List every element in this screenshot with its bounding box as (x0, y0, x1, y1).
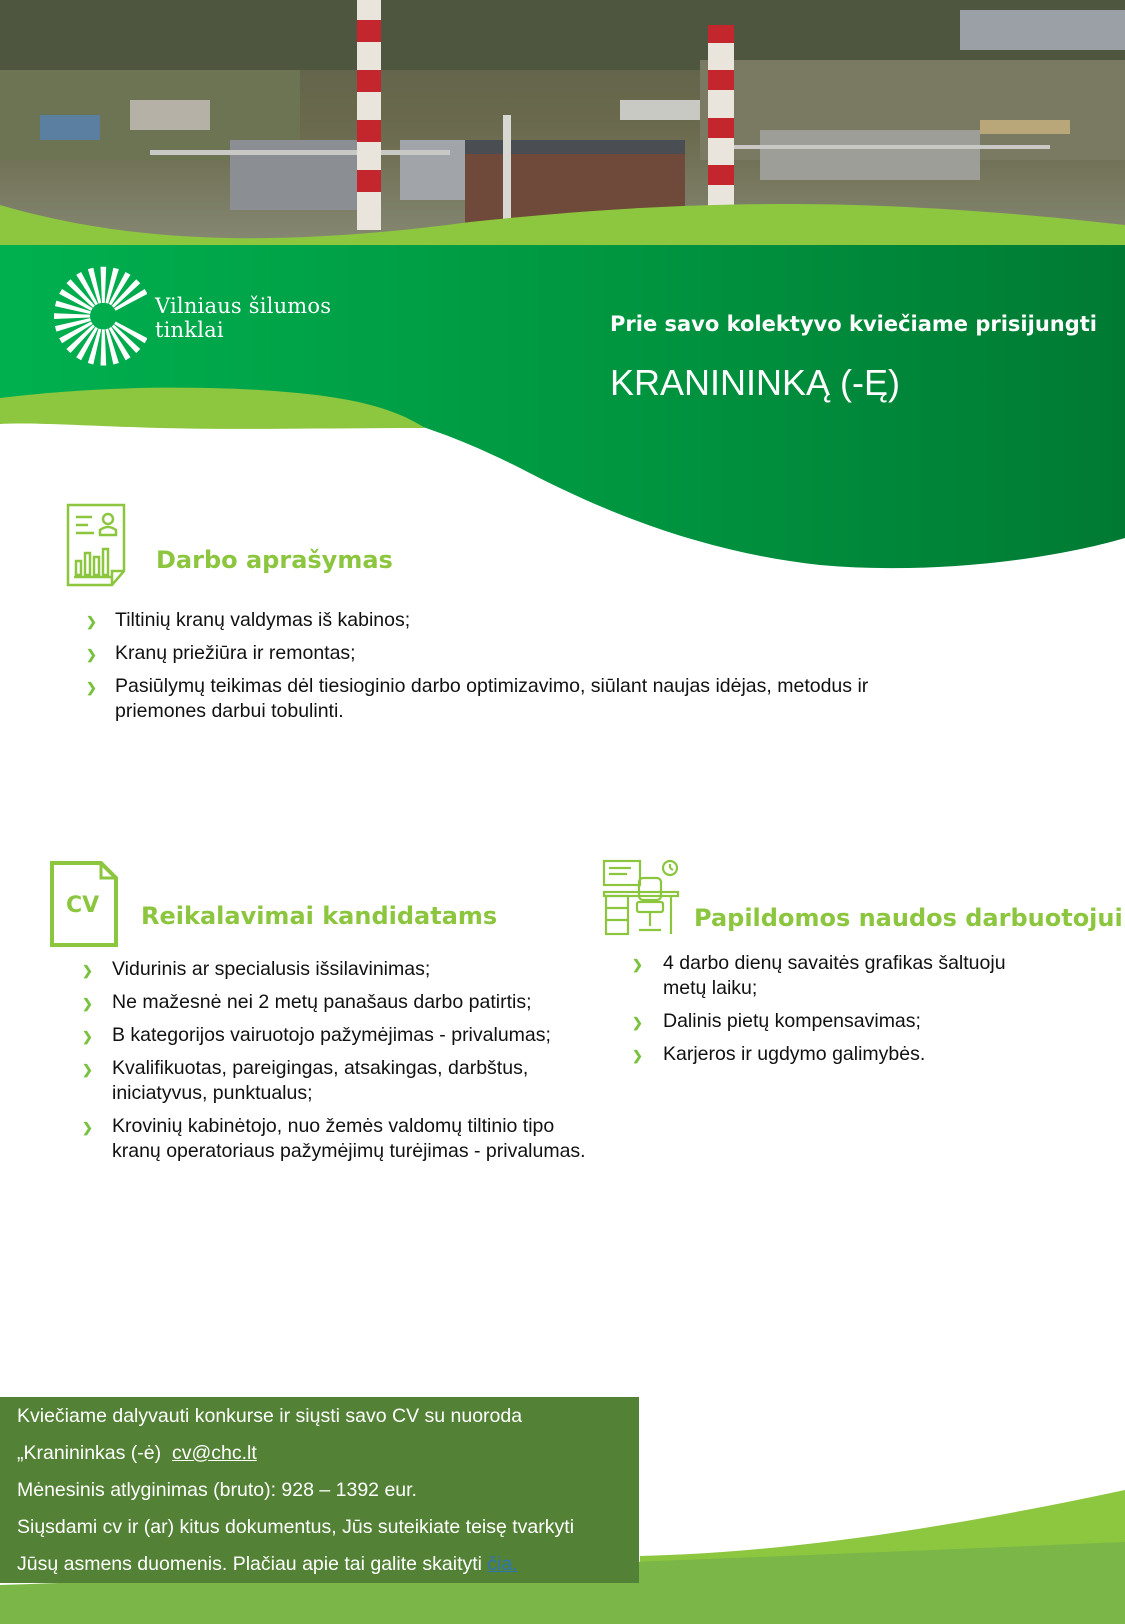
list-item: ❯ Ne mažesnė nei 2 metų panašaus darbo patirtis; (82, 990, 602, 1015)
list-item: ❯ 4 darbo dienų savaitės grafikas šaltuoju metų laiku; (632, 951, 1052, 1001)
privacy-link[interactable]: čia. (487, 1553, 518, 1575)
list-item: ❯ Karjeros ir ugdymo galimybės. (632, 1042, 1052, 1067)
cv-document-icon (49, 860, 119, 948)
brand-logo (54, 264, 394, 372)
privacy-line-1: Siųsdami cv ir (ar) kitus dokumentus, Jūs suteikiate teisę tvarkyti (17, 1516, 575, 1538)
section-title-description: Darbo aprašymas (156, 546, 393, 574)
list-item: ❯ Kranų priežiūra ir remontas; (86, 641, 926, 666)
list-item: ❯ Pasiūlymų teikimas dėl tiesioginio darbo optimizavimo, siūlant naujas idėjas, metodus ir priemones darbui tobulinti. (86, 674, 926, 724)
list-item: ❯ Dalinis pietų kompensavimas; (632, 1009, 1052, 1034)
list-item: ❯ Krovinių kabinėtojo, nuo žemės valdomų tiltinio tipo kranų operatoriaus pažymėjimų turėjimas - privalumas. (82, 1114, 602, 1164)
list-item: ❯ Kvalifikuotas, pareigingas, atsakingas, darbštus, iniciatyvus, punktualus; (82, 1056, 602, 1106)
workplace-desk-icon (601, 858, 681, 938)
chimney-left (357, 0, 381, 230)
email-link[interactable]: cv@chc.lt (171, 1442, 257, 1464)
invite-text: Prie savo kolektyvo kviečiame prisijungti (610, 312, 1097, 336)
apply-reference: „Kranininkas (-ė) (17, 1442, 162, 1464)
salary-text: Mėnesinis atlyginimas (bruto): 928 – 1392 eur. (17, 1479, 417, 1501)
apply-line-2 (17, 1442, 257, 1465)
list-item: ❯ Vidurinis ar specialusis išsilavinimas; (82, 957, 602, 982)
header-banner (0, 200, 1125, 580)
report-document-icon (66, 503, 126, 587)
privacy-text: Jūsų asmens duomenis. Plačiau apie tai galite skaityti (17, 1553, 482, 1575)
section-title-requirements: Reikalavimai kandidatams (141, 902, 498, 930)
apply-line-1: Kviečiame dalyvauti konkurse ir siųsti savo CV su nuoroda (17, 1405, 523, 1427)
brand-name: Vilniaus šilumos tinklai (155, 294, 332, 342)
sunburst-logo-icon (54, 264, 147, 372)
description-list (86, 608, 926, 732)
list-item: ❯ Tiltinių kranų valdymas iš kabinos; (86, 608, 926, 633)
section-title-benefits: Papildomos naudos darbuotojui (694, 904, 1123, 932)
privacy-line-2 (17, 1553, 518, 1576)
cv-icon-label: CV (66, 893, 100, 918)
benefits-list (632, 951, 1052, 1075)
requirements-list (82, 957, 602, 1172)
list-item: ❯ B kategorijos vairuotojo pažymėjimas - privalumas; (82, 1023, 602, 1048)
apply-info-box (0, 1397, 639, 1583)
job-title: KRANININKĄ (-Ę) (610, 362, 901, 403)
